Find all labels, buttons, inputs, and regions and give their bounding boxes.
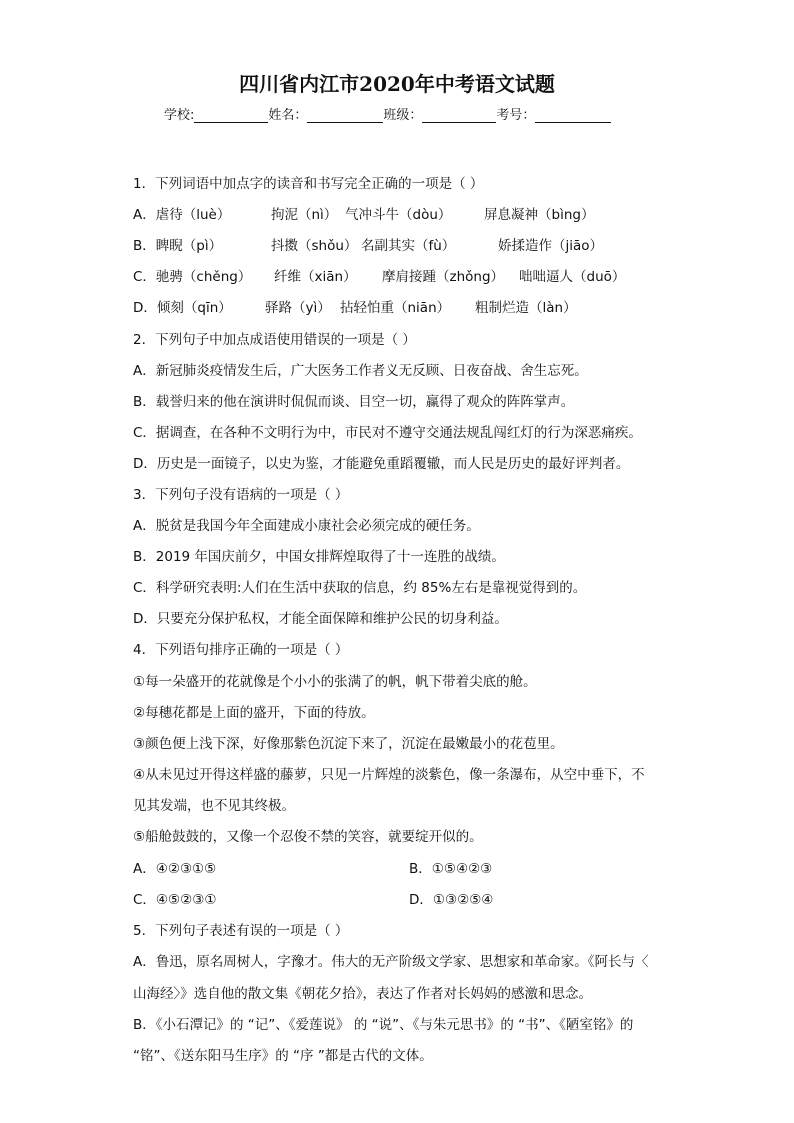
name-label: 姓名： (268, 108, 308, 123)
q4-option-a: A．④②③①⑤ (133, 861, 217, 877)
q5-option-b: B．《小石潭记》的 “记”、《爱莲说》 的 “说”、《与朱元思书》的 “书”、《陋室铭》的 (133, 1017, 634, 1033)
class-blank[interactable] (422, 108, 496, 123)
q4-sentence-5: ⑤船舱鼓鼓的，又像一个忍俊不禁的笑容，就要绽开似的。 (133, 829, 483, 845)
q1-option-c (133, 265, 626, 285)
q2-stem: 2．下列句子中加点成语使用错误的一项是（ ） (133, 332, 416, 348)
q5-option-a: A．鲁迅，原名周树人，字豫才。伟大的无产阶级文学家、思想家和革命家。《阿长与〈 (133, 954, 649, 970)
q5-option-a-cont: 山海经〉》选自他的散文集《朝花夕拾》，表达了作者对长妈妈的感激和思念。 (133, 986, 592, 1002)
q1-c-item: 咄咄逼人（duō） (519, 269, 626, 285)
q1-a-item: 拘泥（nì） (271, 207, 338, 223)
q3-option-a: A．脱贫是我国今年全面建成小康社会必须完成的硬任务。 (133, 518, 480, 534)
q4-sentence-1: ①每一朵盛开的花就像是个小小的张满了的帆，帆下带着尖底的舱。 (133, 674, 537, 690)
q1-a-item: A．虐待（luè） (133, 207, 231, 223)
q4-option-d: D．①③②⑤④ (409, 892, 494, 908)
q2-option-d: D．历史是一面镜子，以史为鉴，才能避免重蹈覆辙，而人民是历史的最好评判者。 (133, 456, 630, 472)
q4-sentence-4-cont: 见其发端，也不见其终极。 (133, 798, 295, 814)
q4-sentence-4: ④从未见过开得这样盛的藤萝，只见一片辉煌的淡紫色，像一条瀑布，从空中垂下，不 (133, 767, 645, 783)
q4-option-b: B．①⑤④②③ (409, 861, 493, 877)
q1-option-d (133, 296, 577, 316)
q2-option-c: C．据调查，在各种不文明行为中，市民对不遵守交通法规乱闯红灯的行为深恶痛疾。 (133, 425, 642, 441)
q1-d-item: D．倾刻（qīn） (133, 300, 232, 316)
q1-c-item: C．驰骋（chěng） (133, 269, 252, 285)
q1-b-item: 抖擞（shǒu） (271, 238, 358, 254)
q5-option-b-cont: “铭”、《送东阳马生序》的 “序 ”都是古代的文体。 (133, 1048, 433, 1064)
q1-stem: 1．下列词语中加点字的读音和书写完全正确的一项是（ ） (133, 176, 484, 192)
q1-option-b (133, 234, 604, 254)
q1-c-item: 摩肩接踵（zhǒng） (382, 269, 505, 285)
student-info-row (164, 104, 611, 123)
q1-d-item: 粗制烂造（làn） (475, 300, 577, 316)
q1-d-item: 拈轻怕重（niān） (340, 300, 451, 316)
q4-sentence-3: ③颜色便上浅下深，好像那紫色沉淀下来了，沉淀在最嫩最小的花苞里。 (133, 736, 564, 752)
q4-stem: 4．下列语句排序正确的一项是（ ） (133, 642, 349, 658)
q4-option-c: C．④⑤②③① (133, 892, 217, 908)
q3-option-c: C．科学研究表明:人们在生活中获取的信息，约 85%左右是靠视觉得到的。 (133, 580, 587, 596)
q1-option-a (133, 203, 595, 223)
q1-d-item: 驿路（yì） (265, 300, 331, 316)
q4-sentence-2: ②每穗花都是上面的盛开，下面的待放。 (133, 705, 375, 721)
q1-a-item: 屏息凝神（bìng） (484, 207, 595, 223)
school-blank[interactable] (194, 108, 268, 123)
q5-stem: 5．下列句子表述有误的一项是（ ） (133, 923, 349, 939)
school-label: 学校: (164, 108, 195, 123)
q1-c-item: 纤维（xiān） (274, 269, 357, 285)
name-blank[interactable] (307, 108, 383, 123)
exam-no-blank[interactable] (535, 108, 611, 123)
page-title: 四川省内江市2020年中考语文试题 (239, 72, 555, 96)
exam-no-label: 考号： (496, 108, 536, 123)
q1-a-item: 气冲斗牛（dòu） (345, 207, 452, 223)
q2-option-b: B．载誉归来的他在演讲时侃侃而谈、目空一切，赢得了观众的阵阵掌声。 (133, 394, 575, 410)
class-label: 班级： (383, 108, 423, 123)
q3-option-d: D．只要充分保护私权，才能全面保障和维护公民的切身利益。 (133, 611, 508, 627)
q1-b-item: B．睥睨（pì） (133, 238, 223, 254)
q1-b-item: 娇揉造作（jiāo） (498, 238, 604, 254)
q1-b-item: 名副其实（fù） (361, 238, 456, 254)
q2-option-a: A．新冠肺炎疫情发生后，广大医务工作者义无反顾、日夜奋战、舍生忘死。 (133, 363, 588, 379)
q3-option-b: B．2019 年国庆前夕，中国女排辉煌取得了十一连胜的战绩。 (133, 549, 505, 565)
q3-stem: 3．下列句子没有语病的一项是（ ） (133, 487, 349, 503)
